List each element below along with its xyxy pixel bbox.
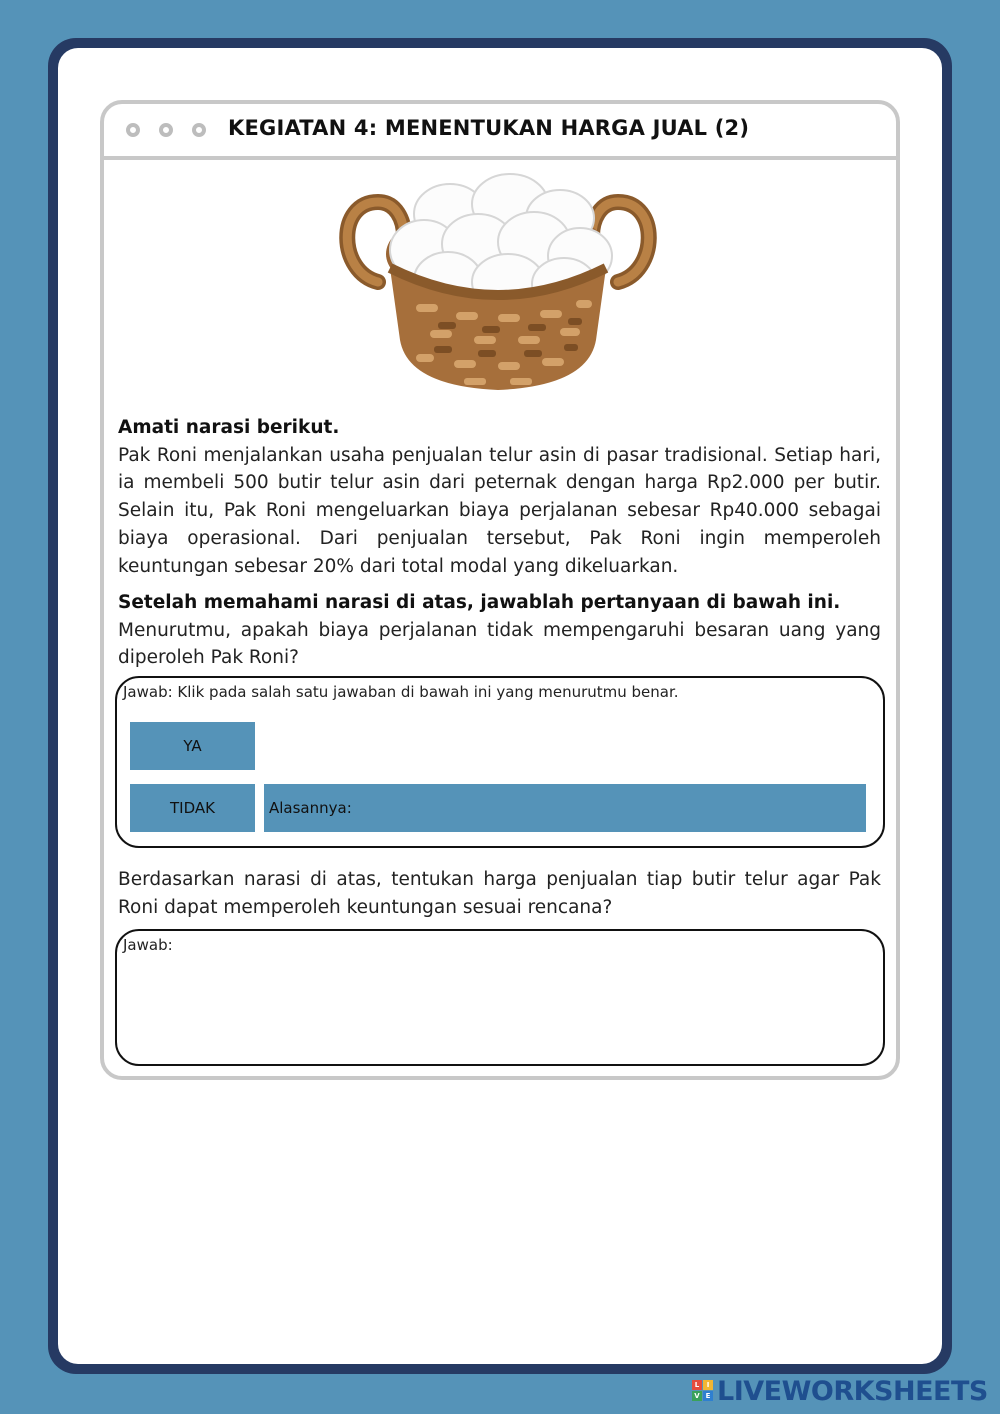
option-no-button[interactable]: TIDAK: [130, 784, 255, 832]
answer-2-label: Jawab:: [123, 936, 173, 954]
window-dot-icon: [192, 123, 206, 137]
window-titlebar: [104, 104, 896, 160]
page-title: KEGIATAN 4: MENENTUKAN HARGA JUAL (2): [228, 116, 750, 140]
question-2-answer-field[interactable]: [115, 929, 885, 1066]
logo-grid-icon: L I V E: [692, 1380, 714, 1402]
narrative-text: Pak Roni menjalankan usaha penjualan telur asin di pasar tradisional. Setiap hari, ia membeli 500 butir telur asin dari peternak dengan harga Rp2.000 per butir. Selain itu, Pak Roni mengeluarkan biaya perjalanan sebesar Rp40.000 sebagai biaya operasional. Dari penjualan tersebut, Pak Roni ingin memperoleh keuntungan sebesar 20% dari total modal yang dikeluarkan.: [118, 444, 881, 577]
intro-block: [118, 414, 881, 580]
brand-name: LIVEWORKSHEETS: [717, 1375, 988, 1407]
window-dot-icon: [159, 123, 173, 137]
answer-1-label: Jawab: Klik pada salah satu jawaban di bawah ini yang menurutmu benar.: [123, 683, 679, 701]
question-1-text: Menurutmu, apakah biaya perjalanan tidak mempengaruhi besaran uang yang diperoleh Pak Roni?: [118, 619, 881, 669]
question-instruction: Setelah memahami narasi di atas, jawablah pertanyaan di bawah ini.: [118, 592, 841, 613]
intro-heading: Amati narasi berikut.: [118, 417, 340, 438]
question-2-text: Berdasarkan narasi di atas, tentukan harga penjualan tiap butir telur agar Pak Roni dapat memperoleh keuntungan sesuai rencana?: [118, 869, 881, 918]
option-yes-button[interactable]: YA: [130, 722, 255, 770]
question-1-block: [118, 589, 881, 672]
question-2-block: [118, 866, 881, 921]
window-dot-icon: [126, 123, 140, 137]
liveworksheets-logo: [692, 1375, 988, 1407]
reason-input[interactable]: Alasannya:: [264, 784, 866, 832]
egg-basket-illustration: [338, 172, 658, 398]
